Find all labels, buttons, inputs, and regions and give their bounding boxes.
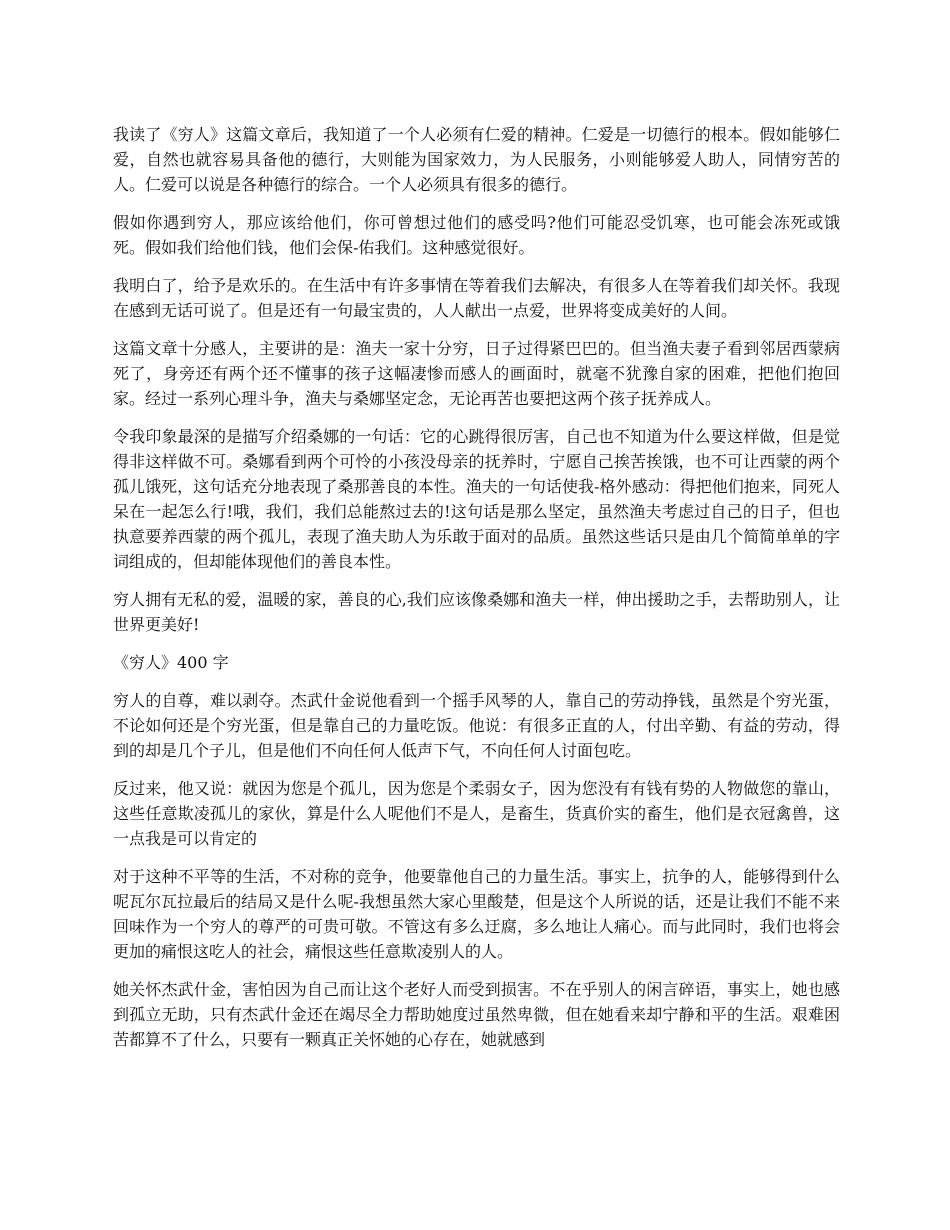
paragraph-4: 这篇文章十分感人，主要讲的是：渔夫一家十分穷，日子过得紧巴巴的。但当渔夫妻子看到邻居西蒙病死了，身旁还有两个还不懂事的孩子这幅凄惨而感人的画面时，就毫不犹豫自家的困难，把他们抱回家。经过一系列心理斗争，渔夫与桑娜坚定念，无论再苦也要把这两个孩子抚养成人。 [113,339,840,408]
document-page [113,122,840,1065]
paragraph-5: 令我印象最深的是描写介绍桑娜的一句话：它的心跳得很厉害，自己也不知道为什么要这样做，但是觉得非这样做不可。桑娜看到两个可怜的小孩没母亲的抚养时，宁愿自己挨苦挨饿，也不可让西蒙的两个孤儿饿死，这句话充分地表现了桑那善良的本性。渔夫的一句话使我-格外感动：得把他们抱来，同死人呆在一起怎么行!哦，我们，我们总能熬过去的!这句话是那么坚定，虽然渔夫考虑过自己的日子，但也执意要养西蒙的两个孤儿，表现了渔夫助人为乐敢于面对的品质。虽然这些话只是由几个简简单单的字词组成的，但却能体现他们的善良本性。 [113,427,840,571]
paragraph-6: 穷人拥有无私的爱，温暖的家，善良的心,我们应该像桑娜和渔夫一样，伸出援助之手，去帮助别人，让世界更美好! [113,590,840,634]
paragraph-1: 我读了《穷人》这篇文章后，我知道了一个人必须有仁爱的精神。仁爱是一切德行的根本。假如能够仁爱，自然也就容易具备他的德行，大则能为国家效力，为人民服务，小则能够爱人助人，同情穷苦的人。仁爱可以说是各种德行的综合。一个人必须具有很多的德行。 [113,125,840,194]
paragraph-2: 假如你遇到穷人，那应该给他们，你可曾想过他们的感受吗?他们可能忍受饥寒，也可能会冻死或饿死。假如我们给他们钱，他们会保-佑我们。这种感觉很好。 [113,213,840,257]
paragraph-8: 反过来，他又说：就因为您是个孤儿，因为您是个柔弱女子，因为您没有有钱有势的人物做您的靠山，这些任意欺凌孤儿的家伙，算是什么人呢他们不是人，是畜生，货真价实的畜生，他们是衣冠禽兽，这一点我是可以肯定的 [113,779,840,848]
paragraph-3: 我明白了，给予是欢乐的。在生活中有许多事情在等着我们去解决，有很多人在等着我们却关怀。我现在感到无话可说了。但是还有一句最宝贵的，人人献出一点爱，世界将变成美好的人间。 [113,276,840,320]
paragraph-10: 她关怀杰武什金，害怕因为自己而让这个老好人而受到损害。不在乎别人的闲言碎语，事实上，她也感到孤立无助，只有杰武什金还在竭尽全力帮助她度过虽然卑微，但在她看来却宁静和平的生活。艰难困苦都算不了什么，只要有一颗真正关怀她的心存在，她就感到 [113,980,840,1049]
paragraph-7: 穷人的自尊，难以剥夺。杰武什金说他看到一个摇手风琴的人，靠自己的劳动挣钱，虽然是个穷光蛋，不论如何还是个穷光蛋，但是靠自己的力量吃饭。他说：有很多正直的人，付出辛勤、有益的劳动，得到的却是几个子儿，但是他们不向任何人低声下气，不向任何人讨面包吃。 [113,691,840,760]
section-heading: 《穷人》400 字 [113,653,229,672]
paragraph-9: 对于这种不平等的生活，不对称的竞争，他要靠他自己的力量生活。事实上，抗争的人，能够得到什么呢瓦尔瓦拉最后的结局又是什么呢-我想虽然大家心里酸楚，但是这个人所说的话，还是让我们不能不来回味作为一个穷人的尊严的可贵可敬。不管这有多么迂腐，多么地让人痛心。而与此同时，我们也将会更加的痛恨这吃人的社会，痛恨这些任意欺凌别人的人。 [113,867,840,961]
